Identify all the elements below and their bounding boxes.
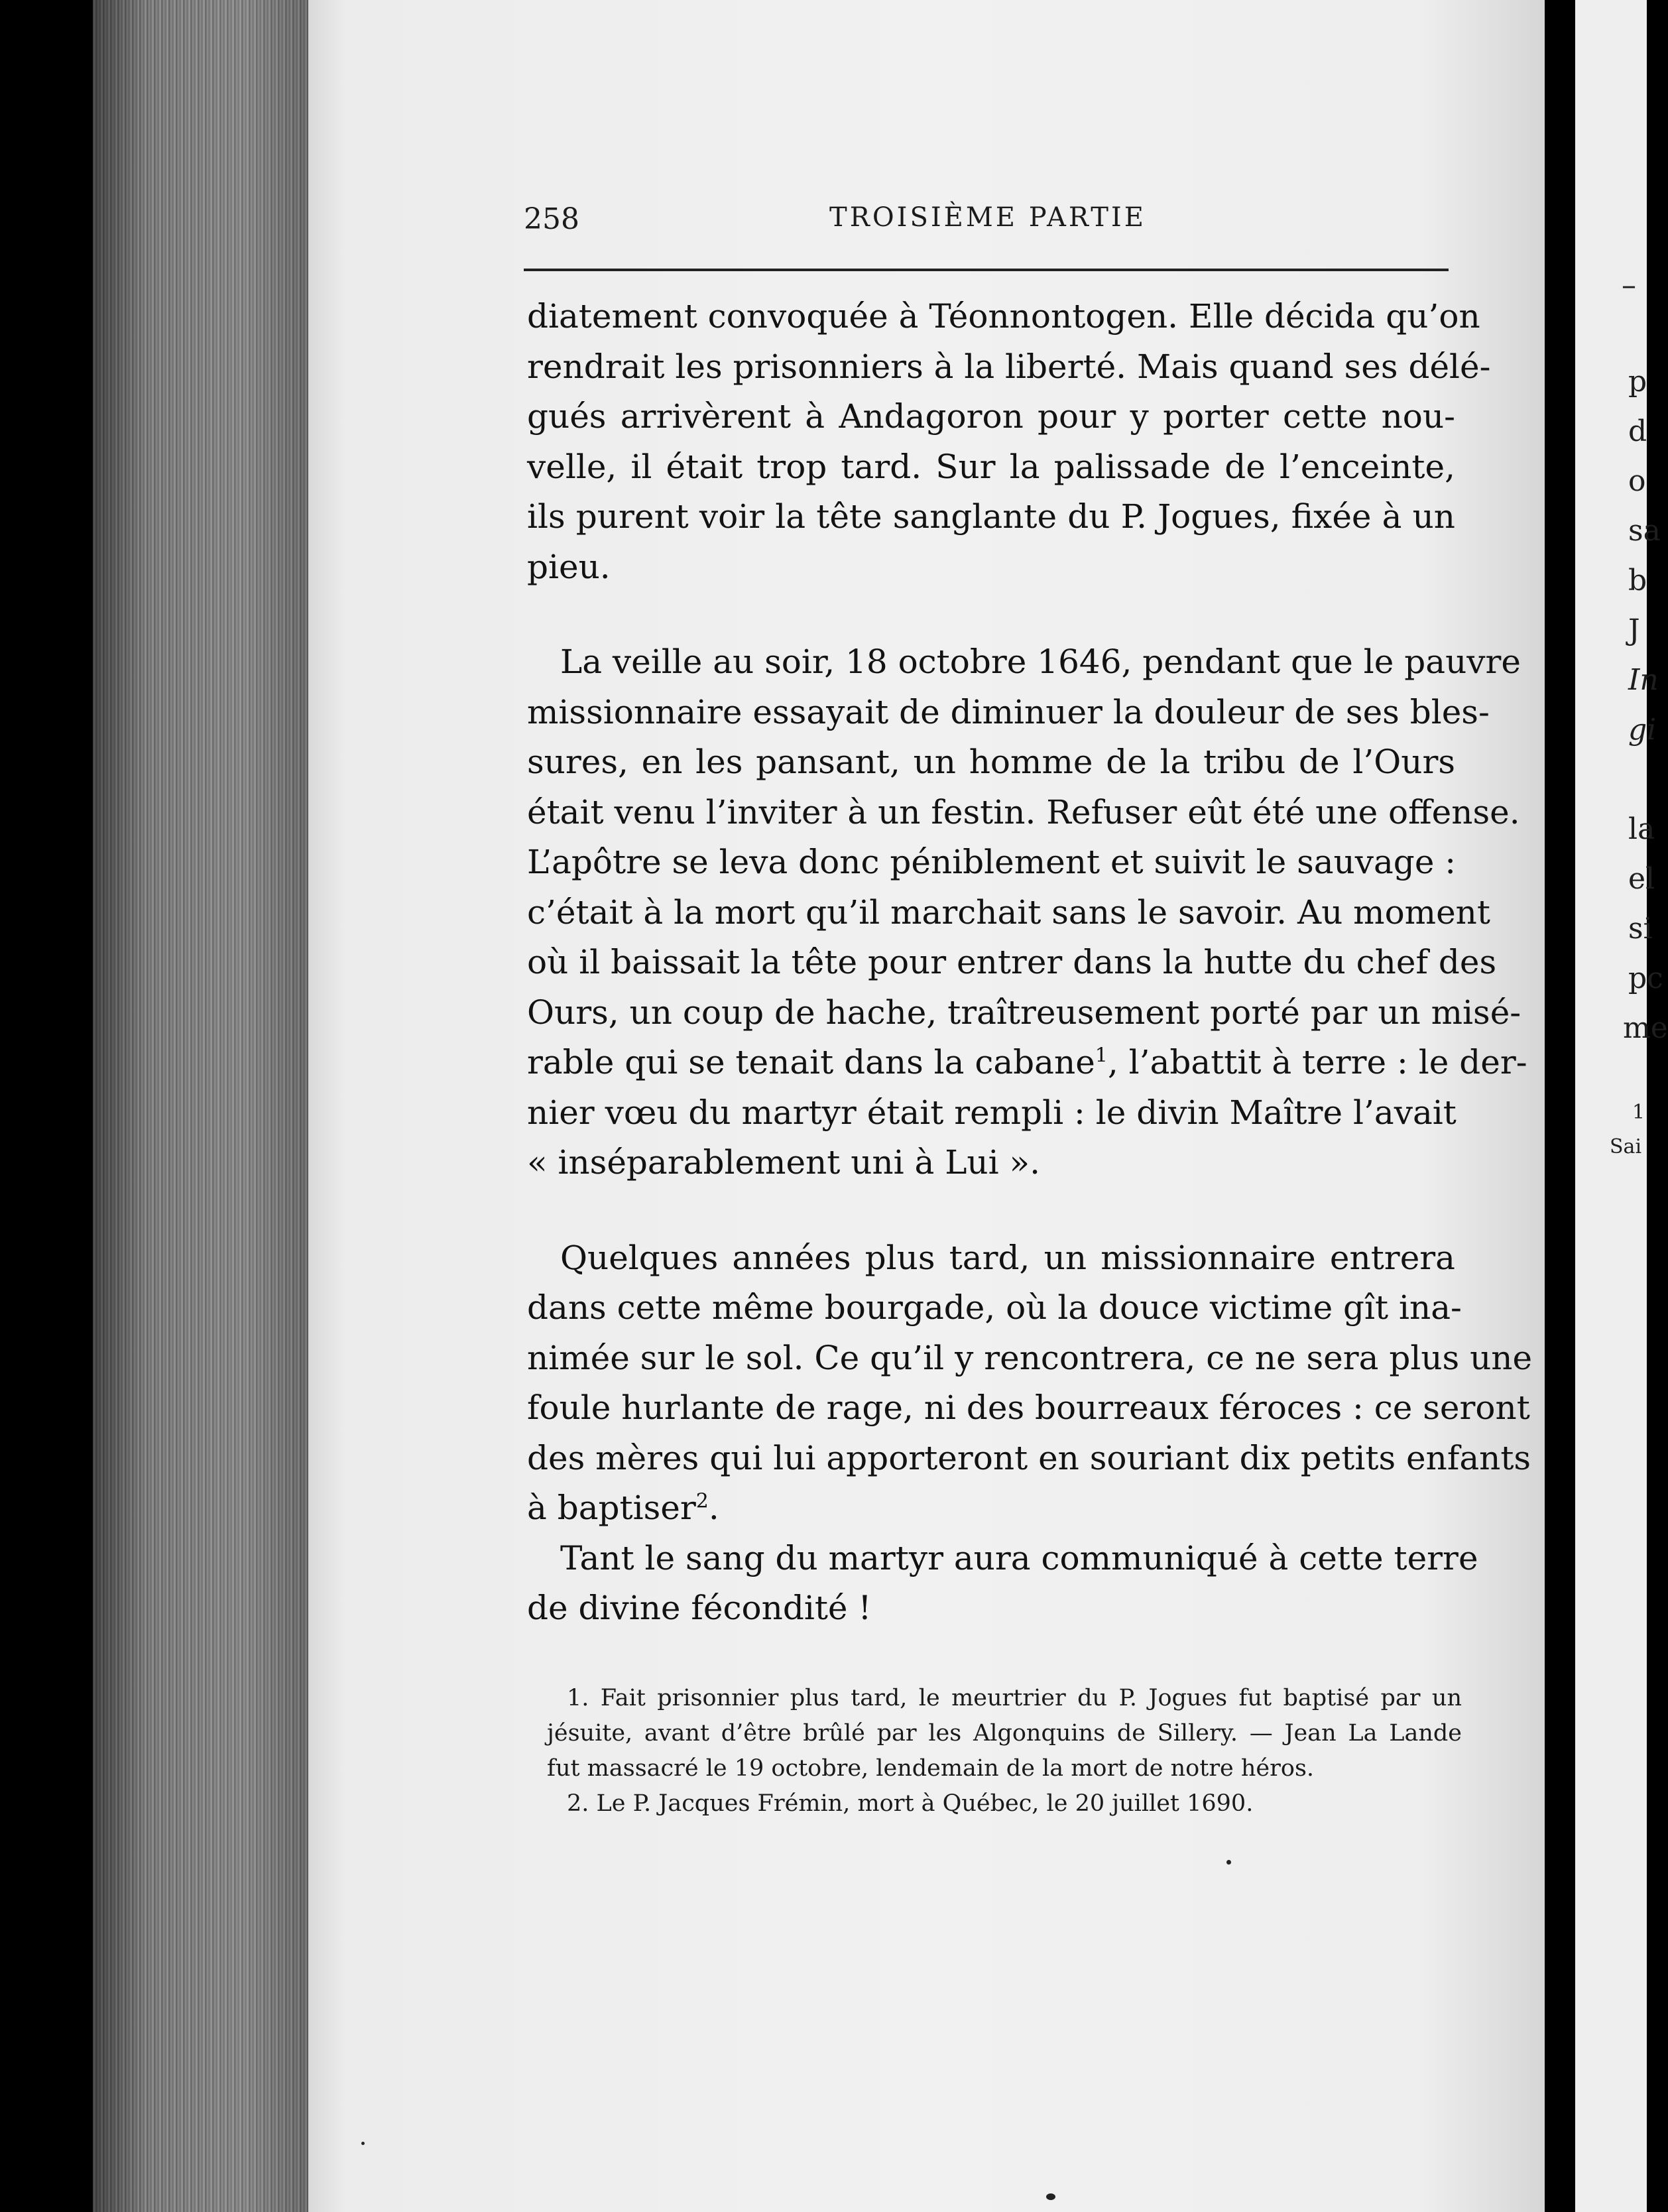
text-line: Quelques années plus tard, un missionnaire entrera: [560, 1238, 1455, 1277]
text-line: missionnaire essayait de diminuer la douleur de ses bles-: [527, 692, 1490, 731]
next-page-text: la: [1628, 812, 1655, 846]
book-page-edges: [93, 0, 312, 2212]
next-page-text: d: [1628, 414, 1647, 448]
text-line: c’était à la mort qu’il marchait sans le savoir. Au moment: [527, 892, 1490, 932]
footnote-line: jésuite, avant d’être brûlé par les Algonquins de Sillery. — Jean La Lande: [547, 1720, 1462, 1747]
paragraph: [527, 292, 1491, 592]
text-line: diatement convoquée à Téonnontogen. Elle décida qu’on: [527, 297, 1480, 336]
header-rule: [524, 269, 1449, 271]
next-page-text: In: [1628, 663, 1659, 697]
text-line: pieu.: [527, 547, 611, 586]
next-page-text: el: [1628, 862, 1655, 896]
paragraph: [527, 1233, 1533, 1534]
next-page-text: Sai: [1610, 1135, 1642, 1158]
footnote: [547, 1681, 1462, 1786]
running-header: [524, 202, 1452, 242]
speck: [1226, 1860, 1231, 1865]
text-line: [527, 1483, 1455, 1534]
next-page-text: me: [1623, 1011, 1668, 1045]
footnotes: [547, 1681, 1462, 1821]
text-line: dans cette même bourgade, où la douce victime gît ina-: [527, 1288, 1462, 1327]
footnote-line: 2. Le P. Jacques Frémin, mort à Québec, le 20 juillet 1690.: [567, 1790, 1254, 1817]
text-line: gués arrivèrent à Andagoron pour y porter cette nou-: [527, 397, 1455, 436]
text-line: Tant le sang du martyr aura communiqué à cette terre: [560, 1538, 1478, 1577]
next-page-fragment: [1575, 0, 1668, 2212]
text-line: velle, il était trop tard. Sur la palissade de l’enceinte,: [527, 447, 1455, 486]
paragraph: [527, 1534, 1478, 1634]
footnote-ref: 2: [695, 1489, 709, 1513]
next-page-text: b: [1628, 564, 1647, 597]
text-line: nier vœu du martyr était rempli : le divin Maître l’avait: [527, 1093, 1457, 1132]
text-segment: .: [708, 1489, 719, 1527]
text-line: sures, en les pansant, un homme de la tribu de l’Ours: [527, 743, 1455, 781]
running-title: TROISIÈME PARTIE: [829, 202, 1146, 233]
text-line: La veille au soir, 18 octobre 1646, pendant que le pauvre: [560, 643, 1521, 681]
next-page-text: p: [1628, 365, 1647, 399]
text-segment: à baptiser: [527, 1489, 696, 1527]
text-segment: rable qui se tenait dans la cabane: [527, 1043, 1095, 1081]
book-gutter: [1545, 0, 1575, 2212]
text-line: rendrait les prisonniers à la liberté. Mais quand ses délé-: [527, 347, 1491, 386]
paragraph: [527, 637, 1527, 1188]
text-line: où il baissait la tête pour entrer dans la hutte du chef des: [527, 943, 1497, 981]
text-line: de divine fécondité !: [527, 1589, 872, 1627]
text-line: ils purent voir la tête sanglante du P. Jogues, fixée à un: [527, 497, 1455, 536]
footnote-line: 1. Fait prisonnier plus tard, le meurtrier du P. Jogues fut baptisé par un: [567, 1685, 1462, 1711]
text-line: [527, 1038, 1527, 1088]
next-page-text: sa: [1628, 514, 1661, 548]
body-text: [527, 292, 1533, 1634]
speck: [361, 2142, 365, 2145]
next-page-text: pc: [1628, 961, 1663, 995]
page-number: 258: [524, 202, 579, 236]
footnote-line: fut massacré le 19 octobre, lendemain de la mort de notre héros.: [547, 1755, 1315, 1782]
next-page-text: 1: [1632, 1101, 1645, 1124]
footnote-ref: 1: [1095, 1044, 1108, 1068]
footnote: [547, 1786, 1462, 1821]
next-page-text: gi: [1628, 713, 1657, 747]
text-line: foule hurlante de rage, ni des bourreaux féroces : ce seront: [527, 1388, 1530, 1427]
text-line: L’apôtre se leva donc péniblement et suivit le sauvage :: [527, 843, 1457, 881]
text-line: était venu l’inviter à un festin. Refuser eût été une offense.: [527, 792, 1520, 831]
next-page-text: J: [1628, 613, 1640, 647]
paragraph-gap: [527, 1188, 1455, 1233]
text-line: « inséparablement uni à Lui ».: [527, 1143, 1040, 1182]
text-segment: , l’abattit à terre : le der-: [1107, 1043, 1527, 1081]
text-line: nimée sur le sol. Ce qu’il y rencontrera, ce ne sera plus une: [527, 1338, 1533, 1377]
next-page-text: si: [1628, 912, 1653, 946]
speck: [1046, 2193, 1055, 2200]
paragraph-gap: [527, 592, 1455, 637]
next-page-text: –: [1622, 269, 1636, 302]
next-page-text: o: [1628, 464, 1646, 498]
text-line: des mères qui lui apporteront en souriant dix petits enfants: [527, 1438, 1531, 1477]
text-line: Ours, un coup de hache, traîtreusement porté par un misé-: [527, 993, 1521, 1032]
